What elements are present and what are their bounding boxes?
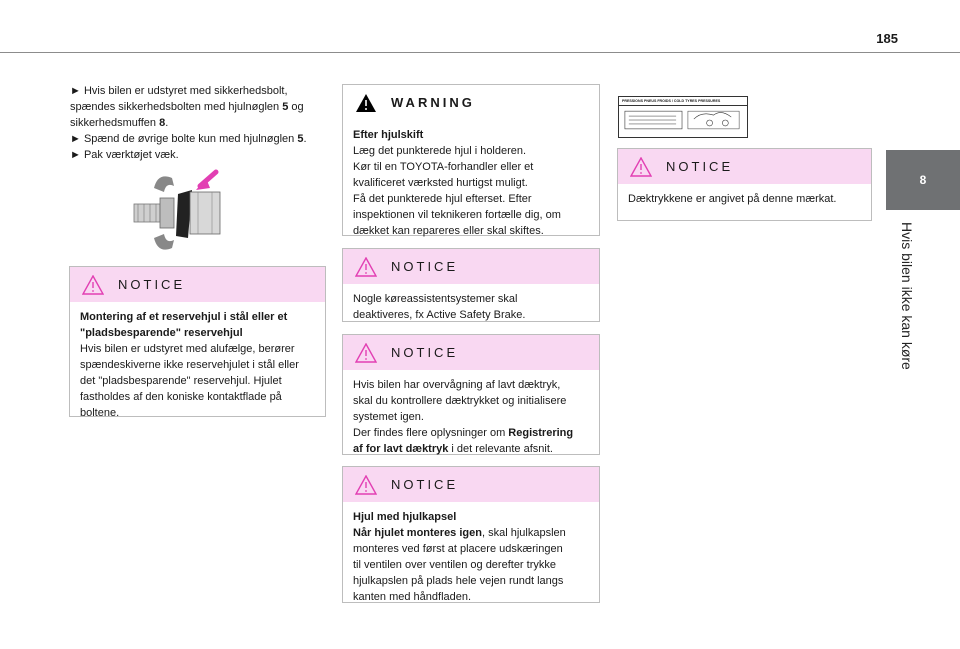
notice-line: fastholdes af den koniske kontaktflade på [80,391,282,403]
notice-header [70,267,325,302]
sticker-title: PRESSIONS PNEUS FROIDS / COLD TYRES PRESSURES [619,97,747,106]
notice-line: Dæktrykkene er angivet på denne mærkat. [628,193,837,205]
notice-line: kanten med håndfladen. [353,591,472,603]
notice-line: deaktiveres, fx Active Safety Brake. [353,309,526,321]
notice-body [618,184,871,215]
notice-line: Der findes flere oplysninger om Registrering [353,427,574,439]
notice-box-tyre-label [617,148,872,221]
wheel-bolt-illustration [128,168,238,258]
notice-label: NOTICE [391,259,459,274]
notice-box-tyre-pressure [342,334,600,455]
cross-reference-link[interactable]: Registrering [508,427,574,439]
intro-line: ► Hvis bilen er udstyret med sikkerhedsbolt, [70,85,288,97]
header-rule [0,52,960,53]
page-number: 185 [876,31,898,46]
intro-line: ► Pak værktøjet væk. [70,149,179,161]
notice-line: Nogle køreassistentsystemer skal [353,293,518,305]
warning-line: inspektionen vil teknikeren fortælle dig, om [353,209,561,221]
notice-body [343,284,599,331]
warning-line: Få det punkterede hjul efterset. Efter [353,193,532,205]
warning-line: Kør til en TOYOTA-forhandler eller et [353,161,534,173]
notice-label: NOTICE [666,159,734,174]
notice-line: systemet igen. [353,411,424,423]
notice-label: NOTICE [118,277,186,292]
warning-triangle-icon [355,475,377,495]
notice-header [343,249,599,284]
notice-box-driver-assist [342,248,600,322]
warning-box-after-wheel-change [342,84,600,236]
notice-body [70,302,325,429]
notice-line: Hvis bilen er udstyret med alufælge, berører [80,343,295,355]
chapter-tab-number: 8 [919,173,927,187]
sticker-diagram [619,105,747,137]
notice-line: boltene. [80,407,120,419]
notice-label: NOTICE [391,345,459,360]
chapter-tab[interactable] [886,150,960,210]
warning-line: dækket kan repareres eller skal skiftes. [353,225,544,237]
intro-line: sikkerhedsmuffen 8. [70,117,169,129]
notice-header [343,467,599,502]
notice-header [343,335,599,370]
notice-body [343,370,599,465]
warning-heading: Efter hjulskift [353,129,424,141]
warning-triangle-icon [82,275,104,295]
notice-heading: "pladsbesparende" reservehjul [80,327,243,339]
warning-triangle-icon [355,257,377,277]
tyre-pressure-label-illustration [618,96,748,138]
notice-line: af for lavt dæktryk i det relevante afsnit. [353,443,553,455]
warning-line: kvalificeret værksted hurtigst muligt. [353,177,528,189]
warning-triangle-icon [355,93,377,113]
notice-line: til ventilen over ventilen og derefter trykke [353,559,556,571]
notice-line: hjulkapslen på plads hele vejen rundt langs [353,575,564,587]
warning-triangle-icon [630,157,652,177]
notice-line: spændeskiverne ikke reservehjulet i stål eller [80,359,299,371]
notice-header [618,149,871,184]
warning-line: Læg det punkterede hjul i holderen. [353,145,527,157]
warning-label: WARNING [391,95,475,110]
cross-reference-link[interactable]: af for lavt dæktryk [353,443,449,455]
notice-box-spare-wheel [69,266,326,417]
notice-line: monteres ved først at placere udskæringen [353,543,563,555]
notice-line: skal du kontrollere dæktrykket og initialisere [353,395,567,407]
intro-text [70,83,330,163]
warning-body [343,120,599,247]
notice-label: NOTICE [391,477,459,492]
warning-header [343,85,599,120]
notice-heading: Montering af et reservehjul i stål eller et [80,311,288,323]
notice-line: det "pladsbesparende" reservehjul. Hjulet [80,375,282,387]
notice-body [343,502,599,613]
intro-line: spændes sikkerhedsbolten med hjulnøglen 5 og [70,101,304,113]
warning-triangle-icon [355,343,377,363]
intro-line: ► Spænd de øvrige bolte kun med hjulnøglen 5. [70,133,307,145]
chapter-title: Hvis bilen ikke kan køre [899,222,915,370]
notice-box-wheel-cap [342,466,600,603]
notice-line: Når hjulet monteres igen, skal hjulkapslen [353,527,566,539]
notice-line: Hvis bilen har overvågning af lavt dæktryk, [353,379,561,391]
notice-heading: Hjul med hjulkapsel [353,511,457,523]
